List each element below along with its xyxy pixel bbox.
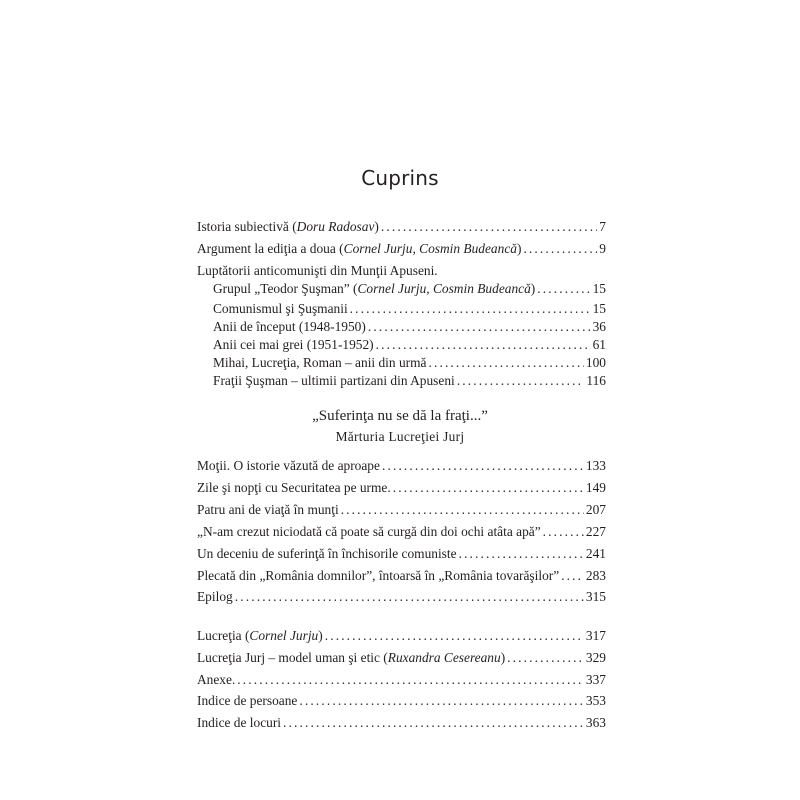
toc-entry[interactable]: Indice de locuri . . . 363 <box>197 715 606 731</box>
page-number: 363 <box>585 715 606 730</box>
page-number: 241 <box>585 546 606 561</box>
leader-dots <box>235 589 584 605</box>
page-number: 353 <box>585 693 606 708</box>
author: Cornel Jurju, Cosmin Budeancă <box>343 241 517 256</box>
toc-entry[interactable]: Anii cei mai grei (1951-1952) . . . 61 <box>213 337 606 353</box>
page-number: 283 <box>585 568 606 583</box>
toc-entry[interactable]: Mihai, Lucreţia, Roman – anii din urmă . . . 100 <box>213 355 606 371</box>
toc-entry[interactable]: Fraţii Şuşman – ultimii partizani din Apuseni . . . 116 <box>213 373 606 389</box>
page-number: 15 <box>592 281 606 296</box>
toc-entry[interactable]: Indice de persoane . . . 353 <box>197 693 606 709</box>
leader-dots <box>325 628 584 644</box>
toc-entry[interactable]: Istoria subiectivă (Doru Radosav) . . . 7 <box>197 219 606 235</box>
page-number: 207 <box>585 502 606 517</box>
leader-dots <box>368 319 591 335</box>
toc-entry[interactable]: Moţii. O istorie văzută de aproape . . . 133 <box>197 458 606 474</box>
page-number: 9 <box>599 241 606 256</box>
leader-dots <box>393 480 584 496</box>
leader-dots <box>561 568 584 584</box>
toc-entry[interactable]: Lucreţia Jurj – model uman şi etic (Ruxandra Cesereanu) . . . 329 <box>197 650 606 666</box>
page-number: 317 <box>585 628 606 643</box>
leader-dots <box>350 301 591 317</box>
page-number: 133 <box>585 458 606 473</box>
leader-dots <box>428 355 583 371</box>
toc-entry[interactable]: Anii de început (1948-1950) . . . 36 <box>213 319 606 335</box>
leader-dots <box>283 715 584 731</box>
leader-dots <box>237 672 584 688</box>
page-number: 116 <box>586 373 606 388</box>
page-number: 149 <box>585 480 606 495</box>
author: Ruxandra Cesereanu <box>387 650 501 665</box>
leader-dots <box>543 524 584 540</box>
leader-dots <box>381 219 597 235</box>
page-number: 315 <box>585 589 606 604</box>
author: Doru Radosav <box>296 219 375 234</box>
page-number: 7 <box>599 219 606 234</box>
page-number: 227 <box>585 524 606 539</box>
leader-dots <box>457 373 585 389</box>
toc-entry[interactable]: Anexe. . . . 337 <box>197 672 606 688</box>
page-number: 15 <box>592 301 606 316</box>
page-number: 329 <box>585 650 606 665</box>
section-title: „Suferinţa nu se dă la fraţi...” <box>312 408 488 424</box>
leader-dots <box>376 337 591 353</box>
toc-entry[interactable]: Epilog . . . 315 <box>197 589 606 605</box>
leader-dots <box>299 693 584 709</box>
toc-entry[interactable]: Argument la ediţia a doua (Cornel Jurju, Cosmin Budeancă) . . . 9 <box>197 241 606 257</box>
page-number: 36 <box>592 319 606 334</box>
leader-dots <box>382 458 584 474</box>
leader-dots <box>459 546 584 562</box>
toc-entry[interactable]: Comunismul şi Şuşmanii . . . 15 <box>213 301 606 317</box>
toc-entry[interactable]: Grupul „Teodor Şuşman” (Cornel Jurju, Cosmin Budeancă) . . . 15 <box>213 281 606 297</box>
author: Cornel Jurju, Cosmin Budeancă <box>357 281 531 296</box>
toc-entry[interactable]: „N-am crezut niciodată că poate să curgă din doi ochi atâta apă” . . . 227 <box>197 524 606 540</box>
toc-entry[interactable]: Patru ani de viaţă în munţi . . . 207 <box>197 502 606 518</box>
toc-entry[interactable]: Zile şi nopţi cu Securitatea pe urme. . . . 149 <box>197 480 606 496</box>
toc-entry[interactable]: Plecată din „România domnilor”, întoarsă în „România tovarăşilor” . . . 283 <box>197 568 606 584</box>
page-number: 61 <box>592 337 606 352</box>
leader-dots <box>537 281 590 297</box>
page-title: Cuprins <box>361 166 439 190</box>
page-number: 337 <box>585 672 606 687</box>
author: Cornel Jurju <box>249 628 319 643</box>
leader-dots <box>523 241 597 257</box>
section-subtitle: Mărturia Lucreţiei Jurj <box>335 429 465 444</box>
toc-entry-heading: Luptătorii anticomunişti din Munţii Apuseni. <box>197 263 438 278</box>
toc-entry[interactable]: Lucreţia (Cornel Jurju) . . . 317 <box>197 628 606 644</box>
toc-entry[interactable]: Un deceniu de suferinţă în închisorile comuniste . . . 241 <box>197 546 606 562</box>
leader-dots <box>341 502 584 518</box>
leader-dots <box>507 650 584 666</box>
page-number: 100 <box>585 355 606 370</box>
